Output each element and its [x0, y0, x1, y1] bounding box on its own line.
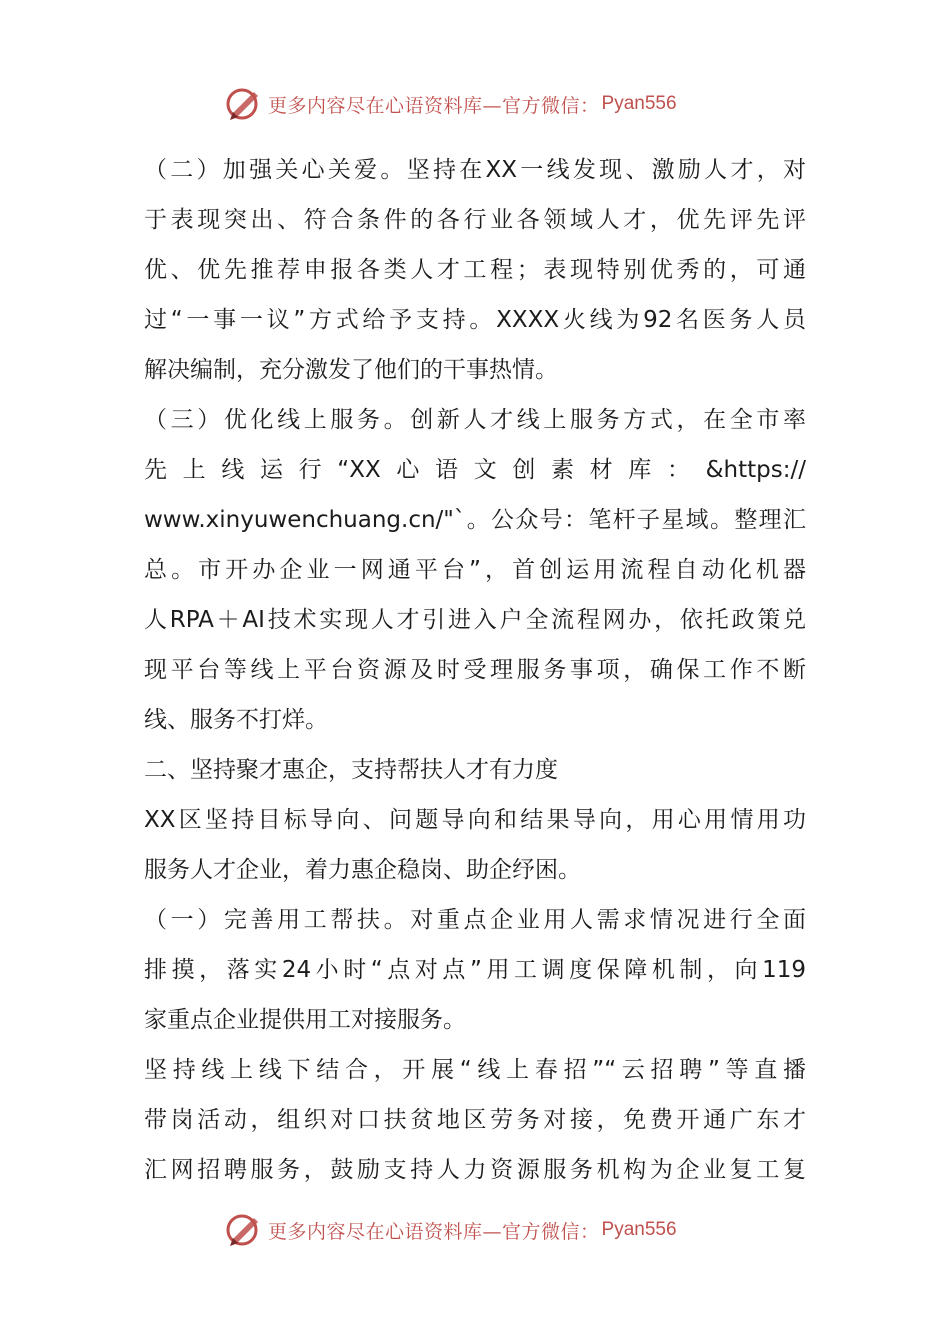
footer-banner — [224, 1210, 744, 1250]
text-line: 排摸，落实24小时“点对点”用工调度保障机制，向119 — [144, 957, 806, 983]
text-line: （一）完善用工帮扶。对重点企业用人需求情况进行全面 — [144, 907, 806, 933]
text-line: XX区坚持目标导向、问题导向和结果导向，用心用情用功 — [144, 807, 806, 833]
text-line: 线、服务不打烊。 — [144, 707, 328, 733]
header-banner — [224, 84, 744, 124]
text-line: 家重点企业提供用工对接服务。 — [144, 1007, 466, 1033]
document-body — [144, 145, 806, 1195]
text-line: 过“一事一议”方式给予支持。XXXX火线为92名医务人员 — [144, 307, 806, 333]
text-line: 总。市开办企业一网通平台”，首创运用流程自动化机器 — [144, 557, 806, 583]
text-line: 优、优先推荐申报各类人才工程；表现特别优秀的，可通 — [144, 257, 806, 283]
footer-banner-text: 更多内容尽在心语资料库—官方微信： — [268, 1220, 600, 1243]
header-banner-wechat: Pyan556 — [601, 93, 677, 114]
text-line: 解决编制，充分激发了他们的干事热情。 — [144, 357, 558, 383]
text-line: 汇网招聘服务，鼓励支持人力资源服务机构为企业复工复 — [144, 1157, 806, 1183]
text-line: 坚持线上线下结合，开展“线上春招”“云招聘”等直播 — [144, 1057, 806, 1083]
text-line: （二）加强关心关爱。坚持在XX一线发现、激励人才，对 — [144, 157, 806, 183]
text-line: www.xinyuwenchuang.cn/"`。公众号：笔杆子星域。整理汇 — [144, 507, 806, 533]
text-line: 带岗活动，组织对口扶贫地区劳务对接，免费开通广东才 — [144, 1107, 806, 1133]
section-heading: 二、坚持聚才惠企，支持帮扶人才有力度 — [144, 757, 558, 783]
text-line: 先上线运行“XX心语文创素材库：&https:// — [144, 457, 806, 483]
text-line: （三）优化线上服务。创新人才线上服务方式，在全市率 — [144, 407, 806, 433]
footer-banner-wechat: Pyan556 — [601, 1219, 677, 1240]
pen-logo-icon — [224, 84, 264, 124]
text-line: 服务人才企业，着力惠企稳岗、助企纾困。 — [144, 857, 581, 883]
text-line: 人RPA＋AI技术实现人才引进入户全流程网办，依托政策兑 — [144, 607, 806, 633]
text-line: 现平台等线上平台资源及时受理服务事项，确保工作不断 — [144, 657, 806, 683]
text-line: 于表现突出、符合条件的各行业各领域人才，优先评先评 — [144, 207, 806, 233]
pen-logo-icon — [224, 1210, 264, 1250]
header-banner-text: 更多内容尽在心语资料库—官方微信： — [268, 94, 600, 117]
